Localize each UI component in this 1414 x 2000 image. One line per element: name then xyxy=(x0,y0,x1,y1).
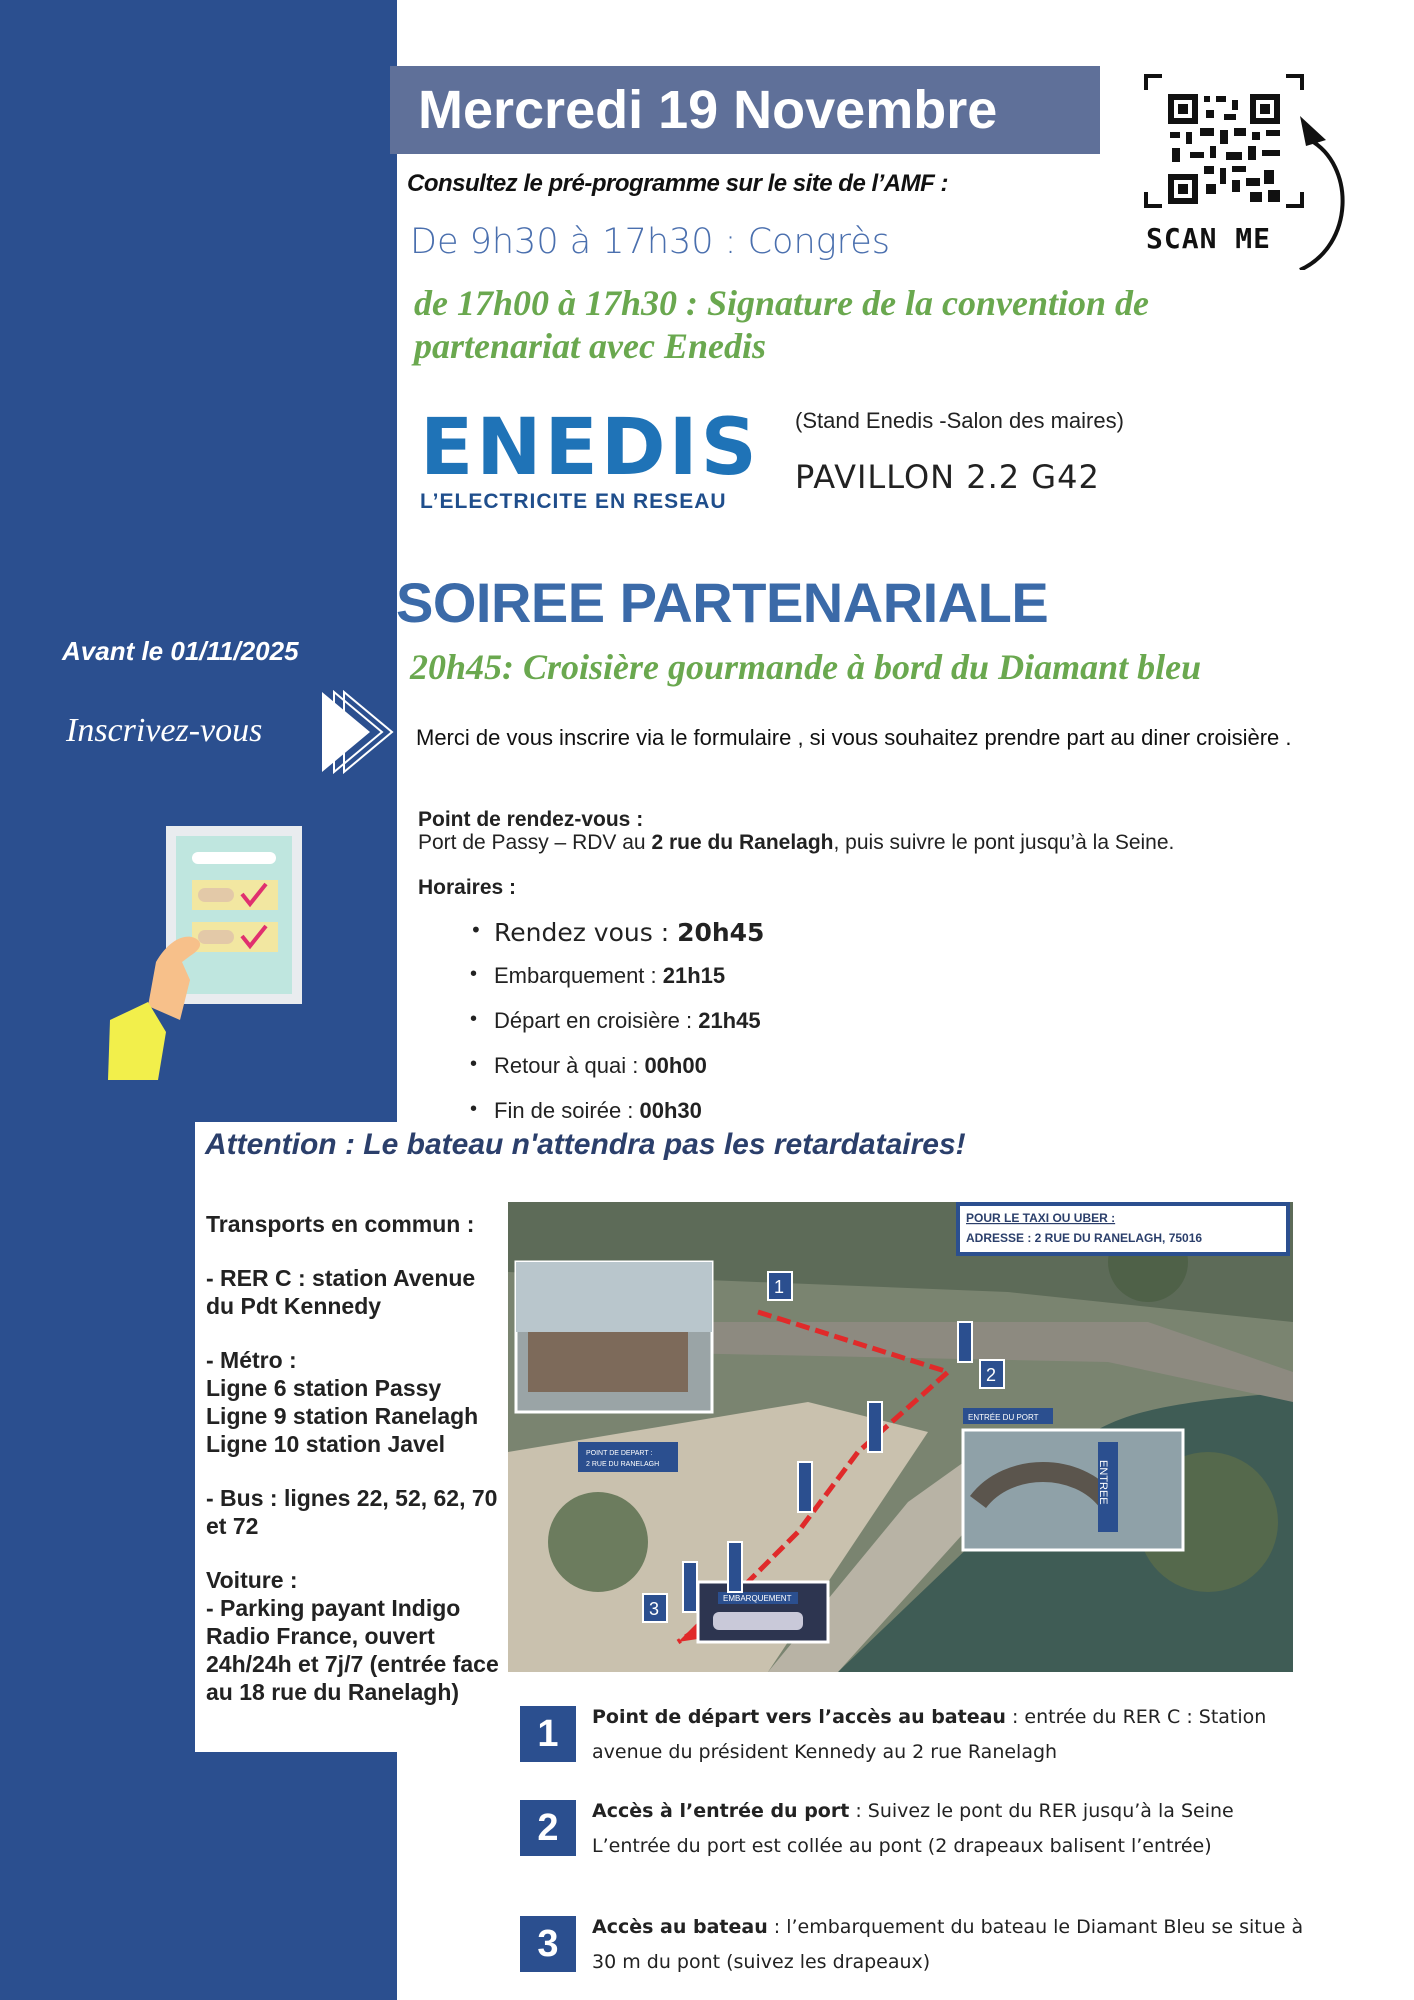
stand-label: (Stand Enedis -Salon des maires) xyxy=(795,408,1124,433)
transport-rer: - RER C : station Avenue du Pdt Kennedy xyxy=(206,1265,476,1319)
schedule-list xyxy=(470,918,764,1122)
scan-me-label: SCAN ME xyxy=(1146,222,1272,255)
map-illustration xyxy=(508,1202,1293,1672)
congress-schedule: De 9h30 à 17h30 : Congrès xyxy=(410,222,891,262)
meeting-point-text: Port de Passy – RDV au 2 rue du Ranelagh, puis suivre le pont jusqu’à la Seine. xyxy=(418,831,1175,854)
step-number: 3 xyxy=(520,1916,576,1972)
meeting-point-title: Point de rendez-vous : xyxy=(418,808,644,831)
enedis-logo-word: ENEDIS xyxy=(420,403,760,493)
map-depart-label-1: POINT DE DEPART : xyxy=(586,1450,653,1457)
signature-schedule: de 17h00 à 17h30 : Signature de la convention de partenariat avec Enedis xyxy=(414,283,1150,366)
step-text: Point de départ vers l’accès au bateau : entrée du RER C : Station avenue du président Kennedy au 2 rue Ranelagh xyxy=(592,1706,1267,1763)
transport-bus: - Bus : lignes 22, 52, 62, 70 et 72 xyxy=(206,1485,498,1539)
step-number: 2 xyxy=(520,1800,576,1856)
transport-car: Voiture : - Parking payant Indigo Radio France, ouvert 24h/24h et 7j/7 (entrée face au 18 rue du Ranelagh) xyxy=(206,1567,499,1705)
programme-link-text[interactable]: Consultez le pré-programme sur le site de l’AMF : xyxy=(407,170,948,197)
soiree-subtitle: 20h45: Croisière gourmande à bord du Diamant bleu xyxy=(410,647,1202,687)
arrow-right-icon[interactable] xyxy=(320,690,400,779)
transport-info xyxy=(206,1210,506,1732)
map-marker-3: 3 xyxy=(649,1599,660,1619)
step-number: 1 xyxy=(520,1706,576,1762)
registration-note: Merci de vous inscrire via le formulaire , si vous souhaitez prendre part au diner croisière . xyxy=(416,725,1292,750)
register-cta[interactable]: Inscrivez-vous xyxy=(66,712,263,749)
enedis-logo xyxy=(420,403,760,514)
transport-metro: - Métro : Ligne 6 station Passy Ligne 9 station Ranelagh Ligne 10 station Javel xyxy=(206,1347,479,1457)
schedule-title: Horaires : xyxy=(418,876,517,899)
schedule-item: • Rendez vous : 20h45 xyxy=(470,918,764,963)
step-3 xyxy=(520,1916,1304,1996)
schedule-item: • Fin de soirée : 00h30 xyxy=(470,1098,764,1122)
map-depart-label-2: 2 RUE DU RANELAGH xyxy=(586,1461,660,1468)
tablet-checklist-illustration xyxy=(100,820,310,1085)
attention-warning: Attention : Le bateau n'attendra pas les retardataires! xyxy=(205,1128,966,1161)
checklist-icon xyxy=(100,820,310,1080)
pavillon-label: PAVILLON 2.2 G42 xyxy=(795,458,1100,496)
transport-title: Transports en commun : xyxy=(206,1211,475,1237)
schedule-item: • Retour à quai : 00h00 xyxy=(470,1053,764,1098)
enedis-tagline: L’ELECTRICITE EN RESEAU xyxy=(420,490,727,513)
schedule-list-wrapper xyxy=(460,910,960,1122)
soiree-title: SOIREE PARTENARIALE xyxy=(396,571,1049,634)
map-marker-2: 2 xyxy=(986,1365,997,1385)
event-date-banner: Mercredi 19 Novembre xyxy=(390,66,1100,154)
map-entree-sign: ENTREE xyxy=(1097,1460,1109,1505)
schedule-item: • Embarquement : 21h15 xyxy=(470,963,764,1008)
map-taxi-line2: ADRESSE : 2 RUE DU RANELAGH, 75016 xyxy=(966,1231,1203,1245)
access-map[interactable] xyxy=(508,1202,1293,1672)
step-1 xyxy=(520,1706,1300,1786)
map-embarquement-label: EMBARQUEMENT xyxy=(723,1594,792,1603)
map-taxi-line1: POUR LE TAXI OU UBER : xyxy=(966,1211,1116,1225)
map-entree-label: ENTRÉE DU PORT xyxy=(968,1413,1039,1422)
deadline-text: Avant le 01/11/2025 xyxy=(62,636,299,666)
step-text: Accès au bateau : l’embarquement du bateau le Diamant Bleu se situe à 30 m du pont (suivez les drapeaux) xyxy=(592,1916,1304,1973)
map-marker-1: 1 xyxy=(774,1277,785,1297)
step-text: Accès à l’entrée du port : Suivez le pont du RER jusqu’à la Seine L’entrée du port est collée au pont (2 drapeaux balisent l’entrée) xyxy=(592,1800,1234,1857)
schedule-item: • Départ en croisière : 21h45 xyxy=(470,1008,764,1053)
step-2 xyxy=(520,1800,1300,1880)
